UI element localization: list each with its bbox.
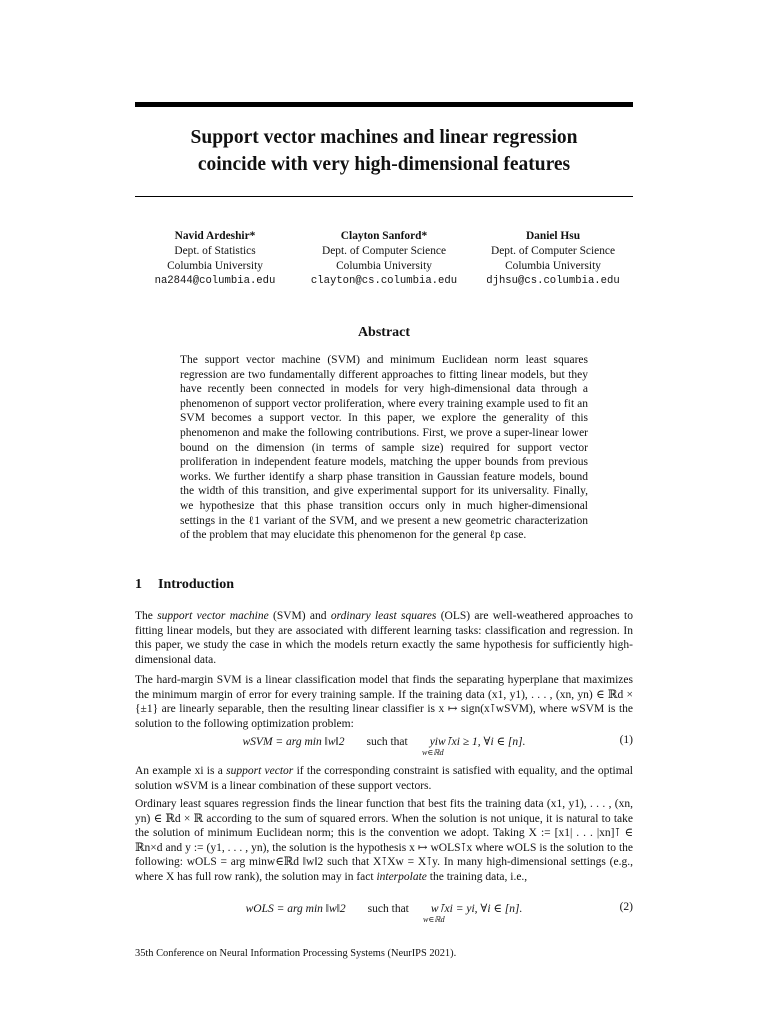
author-block [135,229,633,291]
equation-rhs: w⊺xi = yi, ∀i ∈ [n]. [430,903,523,915]
equation-number: (2) [619,901,633,913]
equation-condition: such that [366,736,408,748]
equation-subscript: w∈ℝd [422,748,444,757]
emphasis-term: interpolate [376,870,427,883]
equation-subscript: w∈ℝd [423,915,445,924]
equation-number: (1) [619,734,633,746]
intro-paragraph-3: An example xi is a support vector if the corresponding constraint is satisfied with equality, and the optimal solution wSVM is a linear combination of these support vectors. [135,765,633,792]
author-2 [295,229,473,289]
title-line-1: Support vector machines and linear regression [190,127,578,148]
author-name: Daniel Hsu [525,230,581,242]
author-university: Columbia University [336,260,432,272]
author-email[interactable]: na2844@columbia.edu [154,275,276,287]
equation-lhs: wOLS = arg min ‖w‖2 [245,903,346,915]
paper-title [135,124,633,178]
author-name: Clayton Sanford* [340,230,428,242]
author-dept: Dept. of Statistics [174,245,256,257]
author-3 [473,229,633,289]
section-number: 1 [135,577,142,592]
author-university: Columbia University [505,260,601,272]
section-title: Introduction [158,577,234,592]
intro-paragraph-1: The support vector machine (SVM) and ordinary least squares (OLS) are well-weathered approaches to fitting linear models, but they are associated with different learning tasks: classification and regression. In this paper, we study the case in which the models return exactly the same hypothesis for sufficiently high-dimensional data. [135,610,633,666]
equation-lhs: wSVM = arg min ‖w‖2 [242,736,345,748]
author-dept: Dept. of Computer Science [491,245,615,257]
title-line-2: coincide with very high-dimensional features [197,154,571,175]
conference-footer: 35th Conference on Neural Information Processing Systems (NeurIPS 2021). [135,948,457,959]
title-bottom-rule [135,196,633,197]
section-heading [135,577,234,593]
author-dept: Dept. of Computer Science [322,245,446,257]
equation-2 [135,900,633,926]
intro-paragraph-2: The hard-margin SVM is a linear classification model that finds the separating hyperplane that maximizes the minimum margin of error for every training sample. If the training data (x1, y1), . . . , (xn, yn) ∈ ℝd × {±1} are linearly separable, then the resulting linear classifier is x ↦ sign(x⊺wSVM), where wSVM is the solution to the following optimization problem: [135,674,633,730]
emphasis-term: support vector machine [157,610,269,622]
title-top-rule [135,102,633,107]
equation-rhs: yiw⊺xi ≥ 1, ∀i ∈ [n]. [429,736,526,748]
author-university: Columbia University [167,260,263,272]
emphasis-term: ordinary least squares [330,610,437,622]
author-email[interactable]: clayton@cs.columbia.edu [310,275,458,287]
author-1 [135,229,295,289]
author-email[interactable]: djhsu@cs.columbia.edu [486,275,620,287]
abstract-text: The support vector machine (SVM) and minimum Euclidean norm least squares regression are two fundamentally different approaches to fitting linear models, but they have recently been connected in models for very high-dimensional data through a phenomenon of support vector proliferation, where every training example used to fit an SVM becomes a support vector. In this paper, we explore the generality of this phenomenon and make the following contributions. First, we prove a super-linear lower bound on the dimension (in terms of sample size) required for support vector proliferation in independent feature models, matching the upper bounds from previous works. We further identify a sharp phase transition in Gaussian feature models, bound the width of this transition, and give experimental support for its universality. Finally, we hypothesize that this phase transition occurs only in much higher-dimensional settings in the ℓ1 variant of the SVM, and we present a new geometric characterization of the problem that may elucidate this phenomenon for the general ℓp case. [180,354,588,542]
equation-1 [135,733,633,759]
intro-paragraph-4: Ordinary least squares regression finds the linear function that best fits the training data (x1, y1), . . . , (xn, yn) ∈ ℝd × ℝ according to the sum of squared errors. When the solution is not unique, it is natural to take the solution of minimum Euclidean norm; this is the convention we adopt. Taking X := [x1| . . . |xn]⊺ ∈ ℝn×d and y := (y1, . . . , yn), the solution is the hypothesis x ↦ wOLS⊺x where wOLS is the solution to the following: wOLS = arg minw∈ℝd ‖w‖2 such that X⊺Xw = X⊺y. In many high-dimensional settings (e.g., where X has full row rank), the solution may in fact interpolate the training data, i.e., [135,798,633,883]
equation-condition: such that [367,903,409,915]
author-name: Navid Ardeshir* [174,230,256,242]
abstract-heading: Abstract [357,325,411,340]
emphasis-term: support vector [226,765,294,777]
